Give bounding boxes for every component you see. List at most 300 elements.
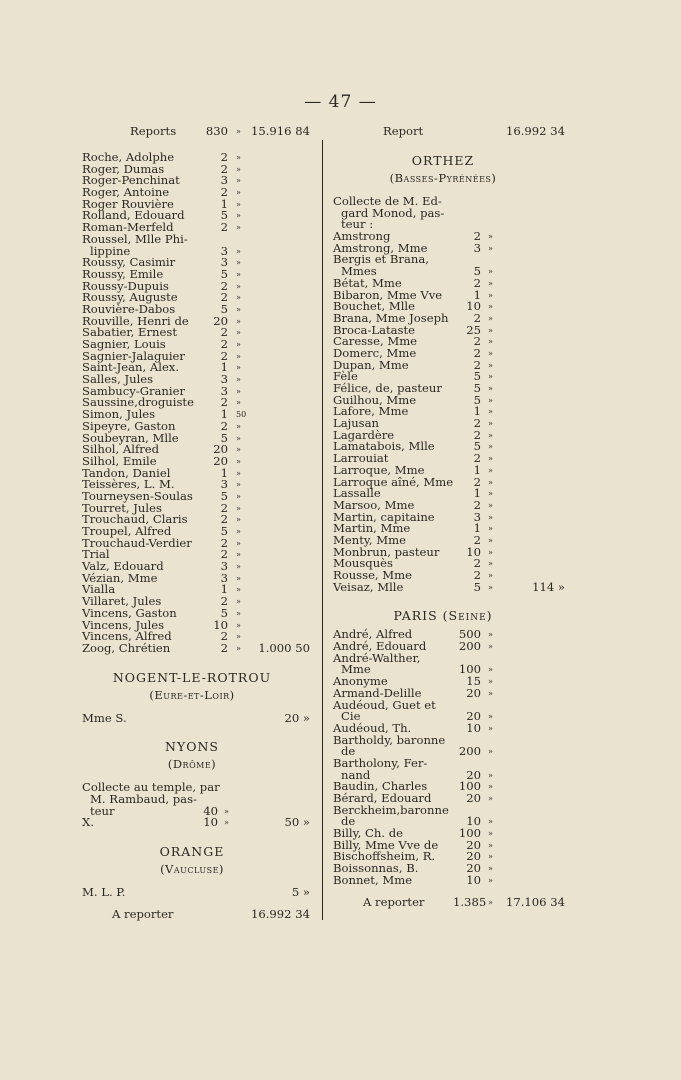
entry-name: Cie bbox=[341, 709, 361, 724]
entry-cents: » bbox=[236, 293, 241, 303]
entry-name: André-Walther, bbox=[333, 650, 421, 665]
entry-amount: 500 bbox=[458, 627, 481, 642]
entry-name: Audéoud, Th. bbox=[333, 720, 412, 735]
entry-amount: 200 bbox=[458, 639, 481, 654]
left-column bbox=[82, 126, 312, 923]
entry-name: Marsoo, Mme bbox=[333, 497, 415, 512]
entry-amount: 2 bbox=[473, 416, 481, 431]
entry-amount: 10 bbox=[213, 617, 228, 632]
entry-cents: » bbox=[236, 480, 241, 490]
entry-cents: » bbox=[236, 398, 241, 408]
entry-amount: 2 bbox=[220, 161, 228, 176]
entry-name: Sagnier-Jalaguier bbox=[82, 348, 185, 363]
entry-amount: 5 bbox=[473, 439, 481, 454]
entry-name: André, Alfred bbox=[333, 627, 413, 642]
entry-name: Mmes bbox=[341, 264, 377, 279]
entry-amount: 2 bbox=[220, 278, 228, 293]
entry-cents: » bbox=[488, 852, 493, 862]
list-item bbox=[82, 535, 312, 550]
entry-name: Audéoud, Guet et bbox=[333, 697, 436, 712]
entry-name: Dupan, Mme bbox=[333, 357, 409, 372]
entry-name: Roger, Dumas bbox=[82, 161, 165, 176]
entry-name: Soubeyran, Mlle bbox=[82, 430, 179, 445]
list-item bbox=[333, 579, 565, 594]
page-number: — 47 — bbox=[304, 92, 377, 112]
entry-name: de bbox=[341, 744, 356, 759]
entry-name: Larroque, Mme bbox=[333, 462, 425, 477]
entry-name: Zoog, Chrétien bbox=[82, 640, 171, 655]
entry-name: Lamatabois, Mlle bbox=[333, 439, 435, 454]
entry-cents: » bbox=[236, 527, 241, 536]
entry-amount: 20 bbox=[466, 791, 481, 805]
entry-amount: 3 bbox=[220, 559, 228, 574]
entry-amount: 3 bbox=[220, 477, 228, 492]
entry-amount: 20 bbox=[213, 442, 228, 457]
nyons-subheading: (Drôme) bbox=[167, 757, 217, 772]
entry-cents: » bbox=[236, 281, 241, 291]
entry-cents: » bbox=[236, 643, 241, 653]
entry-cents: » bbox=[488, 477, 493, 487]
entry-name: Simon, Jules bbox=[82, 407, 156, 422]
entry-cents: » bbox=[488, 500, 493, 510]
right-footer-total: 17.106 34 bbox=[505, 894, 565, 909]
entry-cents: » bbox=[488, 723, 493, 733]
entry-amount: 5 bbox=[220, 488, 228, 503]
entry-name: Villaret, Jules bbox=[82, 594, 162, 609]
entry-cents: » bbox=[488, 559, 493, 569]
entry-name: Veisaz, Mlle bbox=[333, 579, 404, 594]
entry-cents: » bbox=[488, 582, 493, 592]
entry-cents: » bbox=[488, 642, 493, 652]
entry-name: Lassalle bbox=[333, 486, 381, 501]
entry-amount: 5 bbox=[220, 430, 228, 445]
left-entries-list bbox=[82, 152, 312, 655]
entry-name: Silhol, Alfred bbox=[82, 442, 160, 457]
entry-cents: » bbox=[488, 840, 493, 850]
entry-amount: 2 bbox=[473, 556, 481, 571]
entry-cents: » bbox=[488, 547, 493, 557]
entry-name: Vialla bbox=[82, 582, 116, 597]
list-item bbox=[82, 570, 312, 585]
entry-name: Billy, Ch. de bbox=[333, 826, 404, 841]
entry-cents: » bbox=[236, 386, 241, 396]
entry-name: Bergis et Brana, bbox=[333, 252, 429, 267]
entry-name: Teissères, L. M. bbox=[82, 477, 175, 492]
entry-name: Sipeyre, Gaston bbox=[82, 418, 176, 433]
entry-cents: » bbox=[236, 550, 241, 560]
entry-amount: 3 bbox=[220, 372, 228, 387]
entry-name: Amstrong bbox=[333, 229, 391, 244]
entry-name: Vincens, Alfred bbox=[82, 629, 172, 644]
entry-amount: 2 bbox=[220, 547, 228, 562]
entry-name: Amstrong, Mme bbox=[333, 240, 428, 255]
entry-name: Lajusan bbox=[333, 416, 380, 431]
entry-cents: » bbox=[488, 630, 493, 640]
entry-amount: 1 bbox=[473, 462, 481, 477]
entry-name: Domerc, Mme bbox=[333, 345, 417, 360]
entry-amount: 5 bbox=[473, 264, 481, 279]
entry-cents: » bbox=[236, 538, 241, 548]
entry-amount: 5 bbox=[473, 381, 481, 395]
entry-name: Boissonnas, B. bbox=[333, 861, 419, 876]
entry-name: Rouville, Henri de bbox=[82, 313, 189, 328]
entry-amount: 2 bbox=[220, 290, 228, 305]
entry-cents: » bbox=[488, 747, 493, 757]
entry-cents: » bbox=[488, 875, 493, 885]
entry-amount: 20 bbox=[466, 861, 481, 876]
entry-name: Tourret, Jules bbox=[82, 500, 162, 515]
right-header-total: 16.992 34 bbox=[505, 124, 565, 138]
entry-cents: » bbox=[488, 290, 493, 300]
entry-name: Lafore, Mme bbox=[333, 404, 409, 419]
entry-name: Bérard, Edouard bbox=[333, 791, 432, 805]
entry-amount: 20 bbox=[466, 767, 481, 782]
right-footer-label: A reporter bbox=[363, 894, 425, 909]
entry-amount: 2 bbox=[220, 150, 228, 164]
entry-cents: » bbox=[236, 515, 241, 525]
entry-amount: 3 bbox=[220, 173, 228, 188]
entry-cents: » bbox=[488, 524, 493, 534]
entry-name: Trial bbox=[82, 547, 110, 562]
entry-cents: » bbox=[236, 456, 241, 466]
entry-amount: 2 bbox=[220, 185, 228, 200]
entry-cents: » bbox=[236, 211, 241, 221]
right-header-label: Report bbox=[383, 124, 424, 138]
entry-cents: » bbox=[488, 395, 493, 405]
entry-cents: » bbox=[236, 573, 241, 583]
entry-amount: 2 bbox=[220, 395, 228, 410]
paris-title: PARIS bbox=[393, 608, 438, 624]
nyons-line-2: M. Rambaud, pas- bbox=[90, 791, 197, 806]
entry-name: Trouchaud, Claris bbox=[82, 512, 188, 527]
entry-name: Bartholdy, baronne bbox=[333, 732, 446, 747]
entry-name: Brana, Mme Joseph bbox=[333, 310, 449, 325]
right-column bbox=[333, 126, 563, 911]
entry-amount: 2 bbox=[220, 512, 228, 527]
entry-name: Fèle bbox=[333, 369, 358, 384]
entry-name: Troupel, Alfred bbox=[82, 524, 172, 538]
list-item bbox=[333, 697, 563, 712]
entry-name: Guilhou, Mme bbox=[333, 392, 417, 407]
entry-name: Bétat, Mme bbox=[333, 275, 402, 290]
entry-cents: » bbox=[488, 677, 493, 687]
column-divider bbox=[322, 140, 323, 920]
entry-amount: 1 bbox=[220, 582, 228, 597]
entry-amount: 5 bbox=[473, 579, 481, 594]
entry-amount: 2 bbox=[220, 629, 228, 644]
entry-cents: » bbox=[236, 632, 241, 642]
entry-name: Monbrun, pasteur bbox=[333, 544, 440, 559]
entry-amount: 2 bbox=[220, 325, 228, 340]
entry-amount: 25 bbox=[466, 322, 481, 337]
entry-name: Roussy, Emile bbox=[82, 266, 164, 281]
entry-cents: » bbox=[236, 468, 241, 478]
entry-name: Vincens, Jules bbox=[82, 617, 165, 632]
entry-name: Roussy-Dupuis bbox=[82, 278, 169, 293]
nogent-heading: NOGENT-LE-ROTROU bbox=[112, 669, 272, 685]
entry-cents: » bbox=[236, 164, 241, 174]
entry-name: Martin, Mme bbox=[333, 521, 411, 536]
entry-cents: » bbox=[236, 363, 241, 373]
nyons-x-row: X. 10 » 50 » bbox=[82, 815, 310, 830]
entry-cents: » bbox=[488, 232, 493, 242]
entry-cents: » bbox=[236, 491, 241, 501]
entry-name: Rolland, Edouard bbox=[82, 208, 185, 223]
entry-amount: 2 bbox=[473, 532, 481, 547]
entry-amount: 1 bbox=[220, 360, 228, 375]
entry-cents: » bbox=[236, 328, 241, 338]
entry-name: Bischoffsheim, R. bbox=[333, 849, 436, 864]
entry-amount: 10 bbox=[466, 872, 481, 887]
right-footer-row bbox=[333, 894, 565, 911]
entry-amount: 10 bbox=[466, 814, 481, 829]
entry-cents: » bbox=[488, 372, 493, 382]
entry-name: Silhol, Emile bbox=[82, 453, 157, 468]
entry-cents: » bbox=[236, 316, 241, 326]
entry-name: Sagnier, Louis bbox=[82, 337, 166, 351]
entry-cents: » bbox=[488, 302, 493, 312]
entry-name: Félice, de, pasteur bbox=[333, 381, 442, 395]
entry-amount: 1 bbox=[220, 196, 228, 211]
left-header-row bbox=[82, 126, 312, 152]
entry-amount: 2 bbox=[473, 474, 481, 489]
entry-name: Caresse, Mme bbox=[333, 334, 418, 349]
entry-name: Billy, Mme Vve de bbox=[333, 837, 439, 852]
entry-cents: » bbox=[488, 325, 493, 335]
orthez-entries-list bbox=[333, 231, 563, 593]
entry-name: Bartholony, Fer- bbox=[333, 755, 428, 770]
entry-cents: » bbox=[236, 188, 241, 198]
entry-cents: » bbox=[236, 503, 241, 513]
nyons-line-1: Collecte au temple, par bbox=[82, 780, 220, 795]
entry-name: Mousquès bbox=[333, 556, 393, 571]
orthez-intro-3: teur : bbox=[341, 217, 374, 232]
entry-cents: » bbox=[488, 465, 493, 475]
entry-amount: 3 bbox=[220, 243, 228, 258]
list-item bbox=[333, 802, 563, 817]
entry-cents: » bbox=[236, 304, 241, 314]
left-header-quote: » bbox=[236, 127, 241, 136]
entry-amount: 100 bbox=[458, 779, 481, 794]
orange-subheading: (Vaucluse) bbox=[160, 862, 224, 876]
paris-heading bbox=[323, 607, 563, 625]
entry-amount: 2 bbox=[473, 310, 481, 325]
entry-name: Rouvière-Dabos bbox=[82, 301, 176, 316]
entry-amount: 5 bbox=[220, 605, 228, 620]
entry-cents: » bbox=[236, 597, 241, 607]
entry-amount: 2 bbox=[473, 427, 481, 442]
entry-cents: » bbox=[236, 433, 241, 443]
left-footer-total: 16.992 34 bbox=[250, 906, 310, 921]
entry-cents: » bbox=[488, 337, 493, 347]
nyons-line-3: teur 40 » bbox=[90, 803, 229, 818]
orthez-subheading: (Basses-Pyrénées) bbox=[389, 171, 497, 185]
entry-amount: 20 bbox=[466, 837, 481, 852]
entry-amount: 2 bbox=[473, 357, 481, 372]
entry-name: Vincens, Gaston bbox=[82, 605, 177, 620]
entry-cents: » bbox=[488, 782, 493, 792]
entry-amount: 2 bbox=[220, 337, 228, 351]
entry-name: Berckheim,baronne bbox=[333, 802, 449, 817]
nogent-entry bbox=[82, 710, 312, 725]
entry-amount: 20 bbox=[466, 709, 481, 724]
entry-name: Vézian, Mme bbox=[82, 570, 158, 585]
entry-cents: » bbox=[488, 864, 493, 874]
entry-name: Roman-Merfeld bbox=[82, 220, 174, 235]
entry-amount: 1 bbox=[473, 521, 481, 536]
entry-amount: 10 bbox=[466, 544, 481, 559]
right-header-row bbox=[333, 126, 563, 152]
entry-amount: 1 bbox=[220, 465, 228, 480]
entry-amount: 15 bbox=[466, 674, 481, 689]
entry-amount: 2 bbox=[220, 640, 228, 655]
entry-cents: » bbox=[488, 829, 493, 839]
entry-amount: 2 bbox=[473, 497, 481, 512]
orthez-heading: ORTHEZ bbox=[411, 153, 475, 168]
entry-name: Roger-Penchinat bbox=[82, 173, 180, 188]
entry-amount: 100 bbox=[458, 826, 481, 841]
nogent-entry-total: 20 » bbox=[284, 710, 310, 725]
entry-cents: » bbox=[236, 269, 241, 279]
entry-name: nand bbox=[341, 767, 371, 782]
entry-amount: 5 bbox=[473, 392, 481, 407]
entry-cents: » bbox=[488, 489, 493, 499]
entry-cents: » bbox=[488, 794, 493, 803]
entry-amount: 5 bbox=[473, 369, 481, 384]
entry-amount: 5 bbox=[220, 524, 228, 538]
entry-amount: 10 bbox=[466, 299, 481, 314]
entry-name: Lagardère bbox=[333, 427, 395, 442]
entry-cents: » bbox=[488, 535, 493, 545]
left-footer-row bbox=[82, 906, 312, 923]
entry-amount: 3 bbox=[220, 570, 228, 585]
nogent-subheading: (Eure-et-Loir) bbox=[149, 687, 235, 702]
entry-amount: 2 bbox=[220, 418, 228, 433]
entry-name: Sabatier, Ernest bbox=[82, 325, 177, 340]
entry-name: Saussine,droguiste bbox=[82, 395, 194, 410]
entry-cents: » bbox=[488, 665, 493, 675]
entry-name: Baudin, Charles bbox=[333, 779, 428, 794]
entry-amount: 2 bbox=[473, 451, 481, 466]
entry-cents: » bbox=[488, 267, 493, 277]
entry-amount: 5 bbox=[220, 208, 228, 223]
orthez-intro-1: Collecte de M. Ed- bbox=[333, 194, 442, 208]
entry-cents: » bbox=[488, 688, 493, 698]
entry-name: Roger Rouvière bbox=[82, 196, 174, 211]
entry-name: Sambucy-Granier bbox=[82, 383, 185, 398]
entry-cents: » bbox=[488, 407, 493, 417]
entry-cents: » bbox=[236, 421, 241, 431]
nyons-heading: NYONS bbox=[165, 739, 219, 755]
entry-cents: » bbox=[488, 278, 493, 288]
entry-amount: 2 bbox=[220, 594, 228, 609]
list-item bbox=[333, 732, 563, 747]
entry-name: lippine bbox=[90, 243, 131, 258]
entry-cents: » bbox=[236, 223, 241, 233]
entry-amount: 1 bbox=[473, 404, 481, 419]
list-item bbox=[333, 357, 563, 372]
entry-cents: » bbox=[236, 585, 241, 595]
entry-name: Armand-Delille bbox=[333, 685, 422, 700]
entry-amount: 2 bbox=[473, 275, 481, 290]
left-header-label: Reports bbox=[130, 124, 177, 138]
entry-amount: 2 bbox=[220, 220, 228, 235]
entry-cents: » bbox=[236, 375, 241, 385]
entry-amount: 1 bbox=[473, 287, 481, 302]
entry-name: Roger, Antoine bbox=[82, 185, 170, 200]
entry-cents: » bbox=[488, 571, 493, 580]
entry-name: de bbox=[341, 814, 356, 829]
entry-name: Roche, Adolphe bbox=[82, 150, 175, 164]
entry-cents: » bbox=[488, 313, 493, 323]
entry-cents: » bbox=[488, 360, 493, 370]
entry-name: Bonnet, Mme bbox=[333, 872, 413, 887]
entry-amount: 3 bbox=[473, 240, 481, 255]
entry-name: Tourneysen-Soulas bbox=[82, 488, 193, 503]
entry-name: Mme bbox=[341, 662, 371, 677]
entry-amount: 2 bbox=[220, 500, 228, 515]
entry-cents: » bbox=[236, 246, 241, 256]
paris-subtitle: (Seine) bbox=[442, 608, 493, 624]
entry-cents: » bbox=[236, 608, 241, 618]
entry-amount: 5 bbox=[220, 266, 228, 281]
entry-amount: 20 bbox=[213, 313, 228, 328]
entry-name: Bibaron, Mme Vve bbox=[333, 287, 443, 302]
entry-name: Larroque aîné, Mme bbox=[333, 474, 454, 489]
entry-cents: » bbox=[236, 340, 241, 349]
entry-cents: » bbox=[488, 512, 493, 522]
entry-cents: » bbox=[488, 430, 493, 440]
entry-cents: » bbox=[488, 384, 493, 393]
entry-cents: » bbox=[236, 445, 241, 455]
entry-name: Roussy, Auguste bbox=[82, 290, 178, 305]
entry-total: 1.000 50 bbox=[258, 640, 310, 655]
entry-name: Menty, Mme bbox=[333, 532, 406, 547]
entry-total: 114 » bbox=[532, 579, 565, 594]
entry-name: Rousse, Mme bbox=[333, 568, 413, 582]
entry-amount: 3 bbox=[220, 383, 228, 398]
entry-cents: » bbox=[488, 442, 493, 452]
entry-amount: 2 bbox=[473, 229, 481, 244]
entry-cents: » bbox=[236, 258, 241, 268]
entry-cents: » bbox=[236, 620, 241, 630]
entry-amount: 1 bbox=[220, 407, 228, 422]
left-header-total: 15.916 84 bbox=[250, 124, 310, 138]
entry-name: Tandon, Daniel bbox=[82, 465, 171, 480]
orthez-intro-2: gard Monod, pas- bbox=[341, 205, 445, 220]
entry-amount: 5 bbox=[220, 301, 228, 316]
entry-cents: » bbox=[236, 176, 241, 186]
entry-cents: » bbox=[488, 419, 493, 429]
entry-cents: » bbox=[236, 153, 241, 162]
entry-name: Roussy, Casimir bbox=[82, 255, 176, 270]
entry-cents: » bbox=[488, 454, 493, 464]
entry-amount: 20 bbox=[466, 685, 481, 700]
entry-amount: 3 bbox=[473, 509, 481, 524]
entry-name: Trouchaud-Verdier bbox=[82, 535, 192, 550]
right-footer-quote: » bbox=[488, 897, 493, 907]
orange-heading: ORANGE bbox=[159, 844, 225, 859]
entry-name: Bouchet, Mlle bbox=[333, 299, 415, 314]
entry-amount: 2 bbox=[220, 535, 228, 550]
nogent-entry-name: Mme S. bbox=[82, 710, 127, 725]
list-item bbox=[333, 872, 563, 887]
entry-amount: 100 bbox=[458, 662, 481, 677]
entry-amount: 20 bbox=[466, 849, 481, 864]
entry-amount: 200 bbox=[458, 744, 481, 759]
entry-name: Saint-Jean, Alex. bbox=[82, 360, 180, 375]
entry-amount: 2 bbox=[473, 334, 481, 349]
